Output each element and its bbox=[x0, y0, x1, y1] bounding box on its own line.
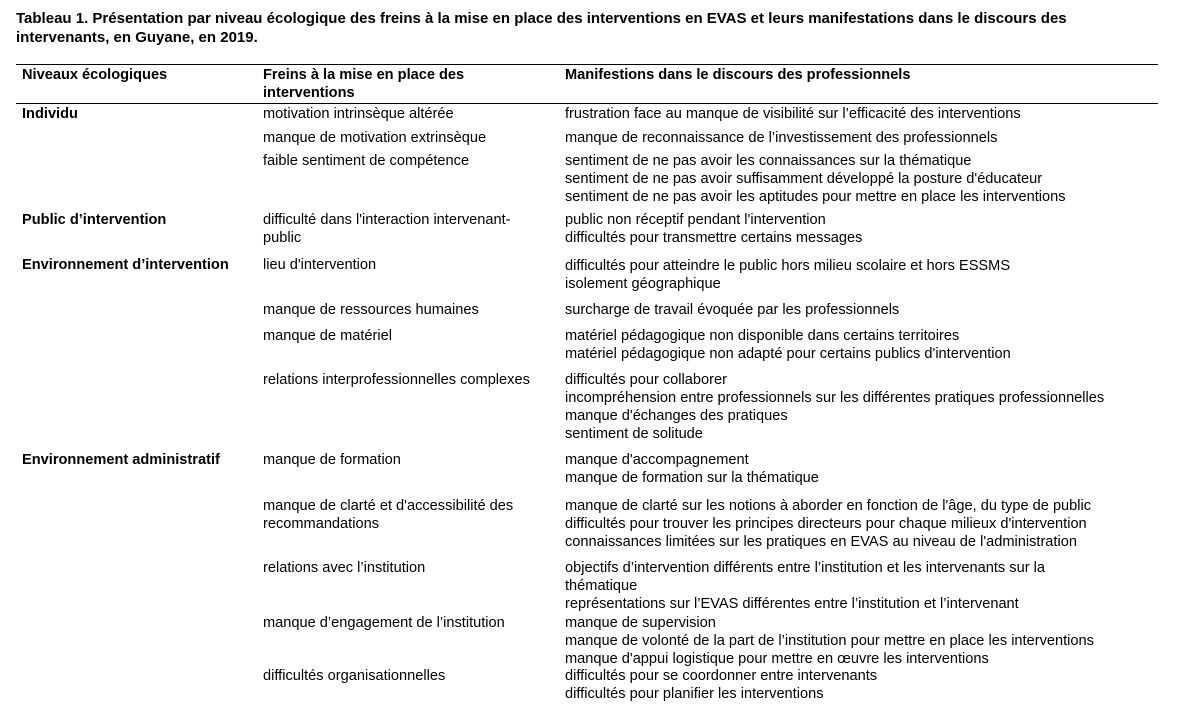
manifestation-cell: frustration face au manque de visibilité sur l’efficacité des interventions bbox=[565, 106, 1021, 122]
manifestation-cell: difficultés pour collaborer incompréhension entre professionnels sur les différentes pratiques professionnelles manque d'échanges des pratiques sentiment de solitude bbox=[565, 372, 1105, 442]
manifestation-cell: manque d'accompagnement manque de formation sur la thématique bbox=[565, 452, 819, 486]
frein-cell: lieu d'intervention bbox=[263, 257, 377, 273]
header-bottom-rule bbox=[16, 103, 1158, 104]
manifestation-cell: public non réceptif pendant l'intervention difficultés pour transmettre certains messages bbox=[565, 212, 863, 246]
frein-cell: faible sentiment de compétence bbox=[263, 153, 470, 169]
header-freins: Freins à la mise en place des interventions bbox=[263, 67, 465, 101]
header-niveaux: Niveaux écologiques bbox=[22, 67, 168, 83]
frein-cell: manque de ressources humaines bbox=[263, 302, 479, 318]
frein-cell: relations interprofessionnelles complexes bbox=[263, 372, 530, 388]
level-environnement-intervention: Environnement d’intervention bbox=[22, 257, 229, 273]
frein-cell: difficultés organisationnelles bbox=[263, 668, 446, 684]
manifestation-cell: surcharge de travail évoquée par les professionnels bbox=[565, 302, 900, 318]
header-manifestations: Manifestions dans le discours des professionnels bbox=[565, 67, 911, 83]
frein-cell: manque de matériel bbox=[263, 328, 392, 344]
level-public: Public d’intervention bbox=[22, 212, 167, 228]
manifestation-cell: manque de reconnaissance de l’investissement des professionnels bbox=[565, 130, 998, 146]
manifestation-cell: manque de supervision manque de volonté de la part de l’institution pour mettre en place les interventions manque d'appui logistique pour mettre en œuvre les interventions bbox=[565, 615, 1094, 667]
frein-cell: relations avec l’institution bbox=[263, 560, 426, 576]
frein-cell: motivation intrinsèque altérée bbox=[263, 106, 454, 122]
level-environnement-administratif: Environnement administratif bbox=[22, 452, 220, 468]
frein-cell: manque de clarté et d'accessibilité des recommandations bbox=[263, 498, 514, 532]
frein-cell: manque de formation bbox=[263, 452, 401, 468]
frein-cell: manque d’engagement de l’institution bbox=[263, 615, 505, 631]
manifestation-cell: manque de clarté sur les notions à aborder en fonction de l'âge, du type de public difficultés pour trouver les principes directeurs pour chaque milieux d'intervention connaissances limitées sur les pratiques en EVAS au niveau de l'administration bbox=[565, 498, 1092, 550]
manifestation-cell: difficultés pour se coordonner entre intervenants difficultés pour planifier les interventions bbox=[565, 668, 878, 702]
manifestation-cell: difficultés pour atteindre le public hors milieu scolaire et hors ESSMS isolement géographique bbox=[565, 258, 1011, 292]
manifestation-cell: objectifs d’intervention différents entre l’institution et les intervenants sur la thématique représentations sur l’EVAS différentes entre l’institution et l’intervenant bbox=[565, 560, 1045, 612]
level-individu: Individu bbox=[22, 106, 78, 122]
table-top-rule bbox=[16, 64, 1158, 65]
manifestation-cell: matériel pédagogique non disponible dans certains territoires matériel pédagogique non adapté pour certains publics d'intervention bbox=[565, 328, 1011, 362]
frein-cell: difficulté dans l'interaction intervenant- public bbox=[263, 212, 511, 246]
manifestation-cell: sentiment de ne pas avoir les connaissances sur la thématique sentiment de ne pas avoir suffisamment développé la posture d'éducateur sentiment de ne pas avoir les aptitudes pour mettre en place les interventions bbox=[565, 153, 1066, 205]
table-caption: Tableau 1. Présentation par niveau écologique des freins à la mise en place des interventions en EVAS et leurs manifestations dans le discours des intervenants, en Guyane, en 2019. bbox=[16, 10, 1067, 46]
frein-cell: manque de motivation extrinsèque bbox=[263, 130, 487, 146]
